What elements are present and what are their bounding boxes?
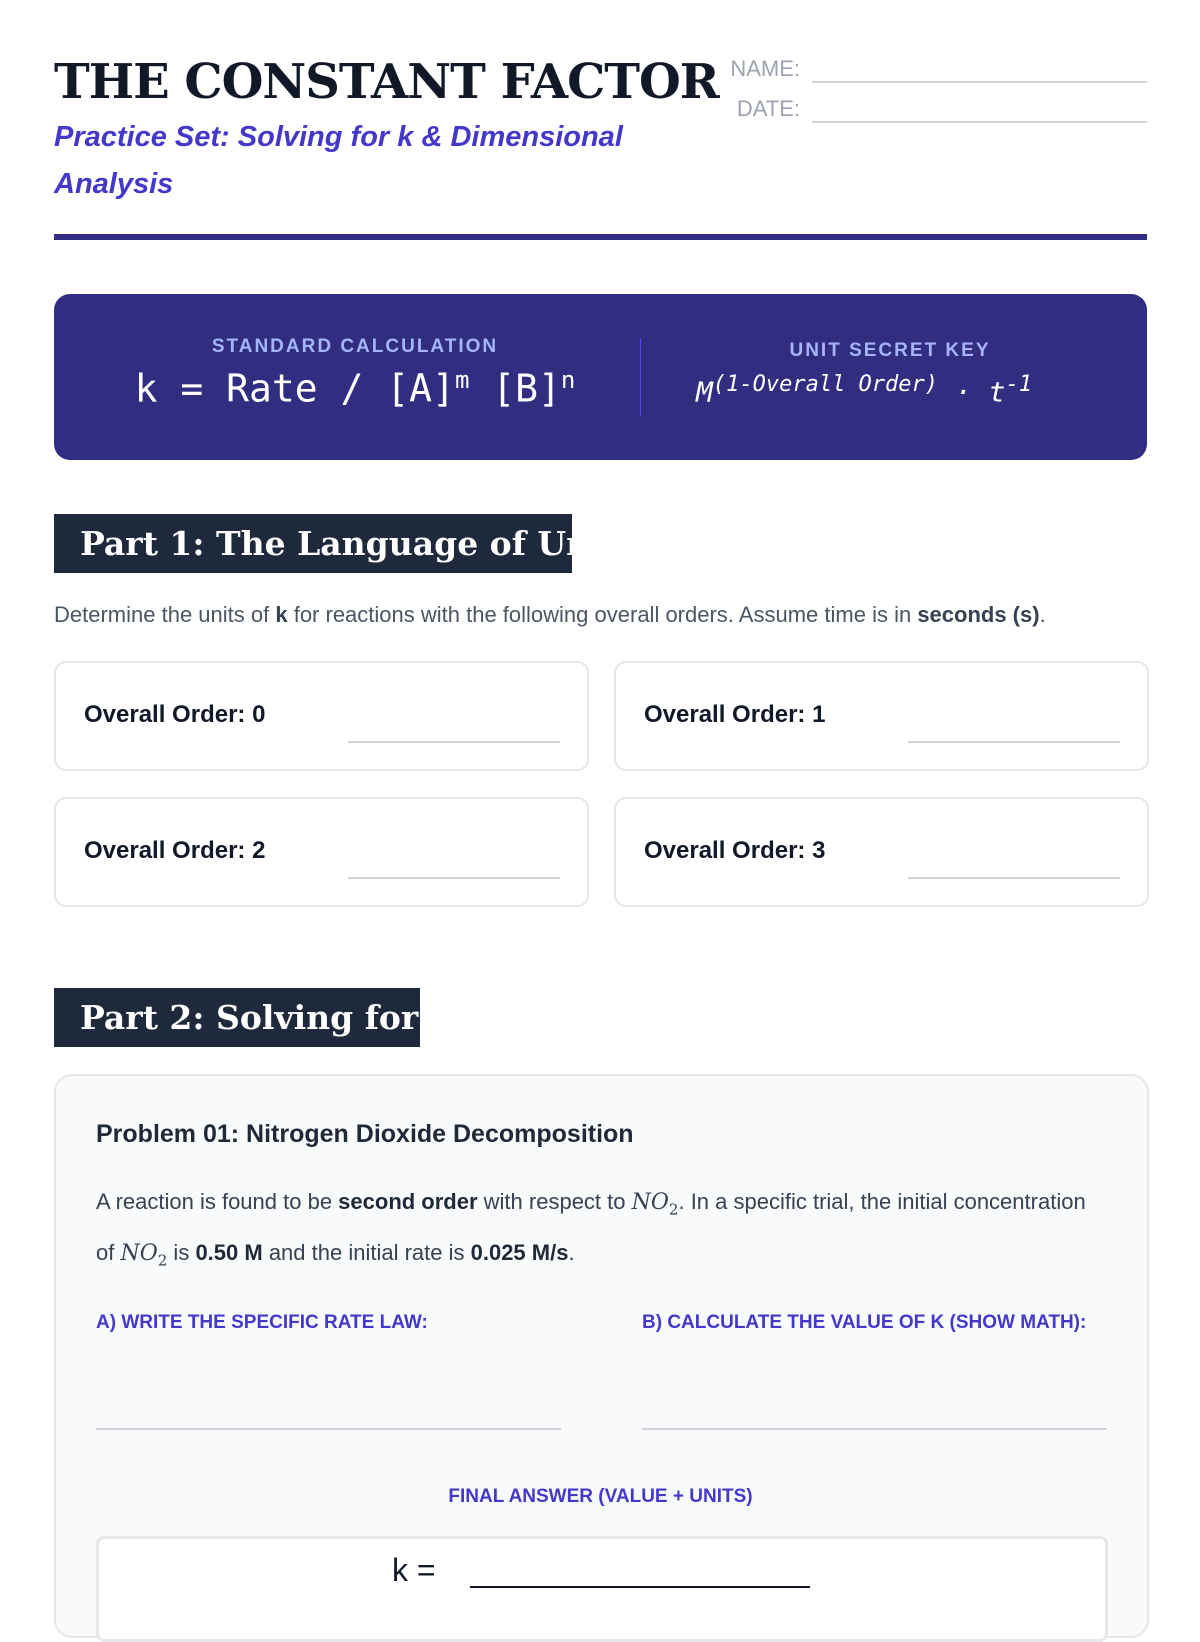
key-caption: UNIT SECRET KEY (789, 340, 991, 361)
part1-instructions: Determine the units of k for reactions with the following overall orders. Assume time is in seconds (s). (54, 602, 1046, 627)
answer-line[interactable] (348, 741, 560, 743)
question-b-answer-line[interactable] (642, 1428, 1107, 1430)
calc-caption: STANDARD CALCULATION (211, 336, 499, 357)
answer-line[interactable] (348, 877, 560, 879)
order-label: Overall Order: 3 (644, 837, 826, 864)
answer-line[interactable] (908, 877, 1120, 879)
answer-line[interactable] (908, 741, 1120, 743)
question-a-answer-line[interactable] (96, 1428, 561, 1430)
order-card (54, 797, 589, 907)
order-label: Overall Order: 1 (644, 701, 826, 728)
final-answer-box (96, 1536, 1108, 1642)
order-label: Overall Order: 2 (84, 837, 266, 864)
date-field[interactable] (812, 121, 1147, 123)
k-equals-label: k = (392, 1552, 436, 1588)
problem-title: Problem 01: Nitrogen Dioxide Decomposition (96, 1120, 634, 1148)
order-label: Overall Order: 0 (84, 701, 266, 728)
rate-formula: k = Rate / $[A]^m$ $[B]^n$ (134, 366, 576, 411)
date-label: DATE: (736, 96, 800, 121)
final-answer-caption: FINAL ANSWER (VALUE + UNITS) (448, 1486, 753, 1507)
no2-formula: $NO_2$ (120, 1241, 168, 1270)
order-card (614, 797, 1149, 907)
no2-formula: $NO_2$ (631, 1190, 679, 1219)
final-answer-line[interactable] (470, 1586, 810, 1588)
name-label: NAME: (730, 56, 800, 81)
banner-divider (640, 338, 641, 416)
question-b-label: B) CALCULATE THE VALUE OF K (SHOW MATH): (642, 1312, 1087, 1333)
page-title: THE CONSTANT FACTOR (54, 54, 719, 110)
page-subtitle: Practice Set: Solving for k & Dimensional Analysis (54, 121, 623, 200)
order-card (54, 661, 589, 771)
unit-key-formula: $M^{(1-Overall Order)} \cdot t^{-1}$ (696, 372, 1032, 409)
problem-text: A reaction is found to be second order with respect to $NO_2$. In a specific trial, the initial concentration of $NO_2$ is 0.50 M and the initial rate is 0.025 M/s. (96, 1189, 1086, 1270)
order-card (614, 661, 1149, 771)
name-field[interactable] (812, 81, 1147, 83)
question-a-label: A) WRITE THE SPECIFIC RATE LAW: (96, 1312, 428, 1333)
part2-heading: Part 2: Solving for k (54, 988, 420, 1047)
part1-heading: Part 1: The Language of Units (54, 514, 572, 573)
header-divider (54, 234, 1147, 240)
